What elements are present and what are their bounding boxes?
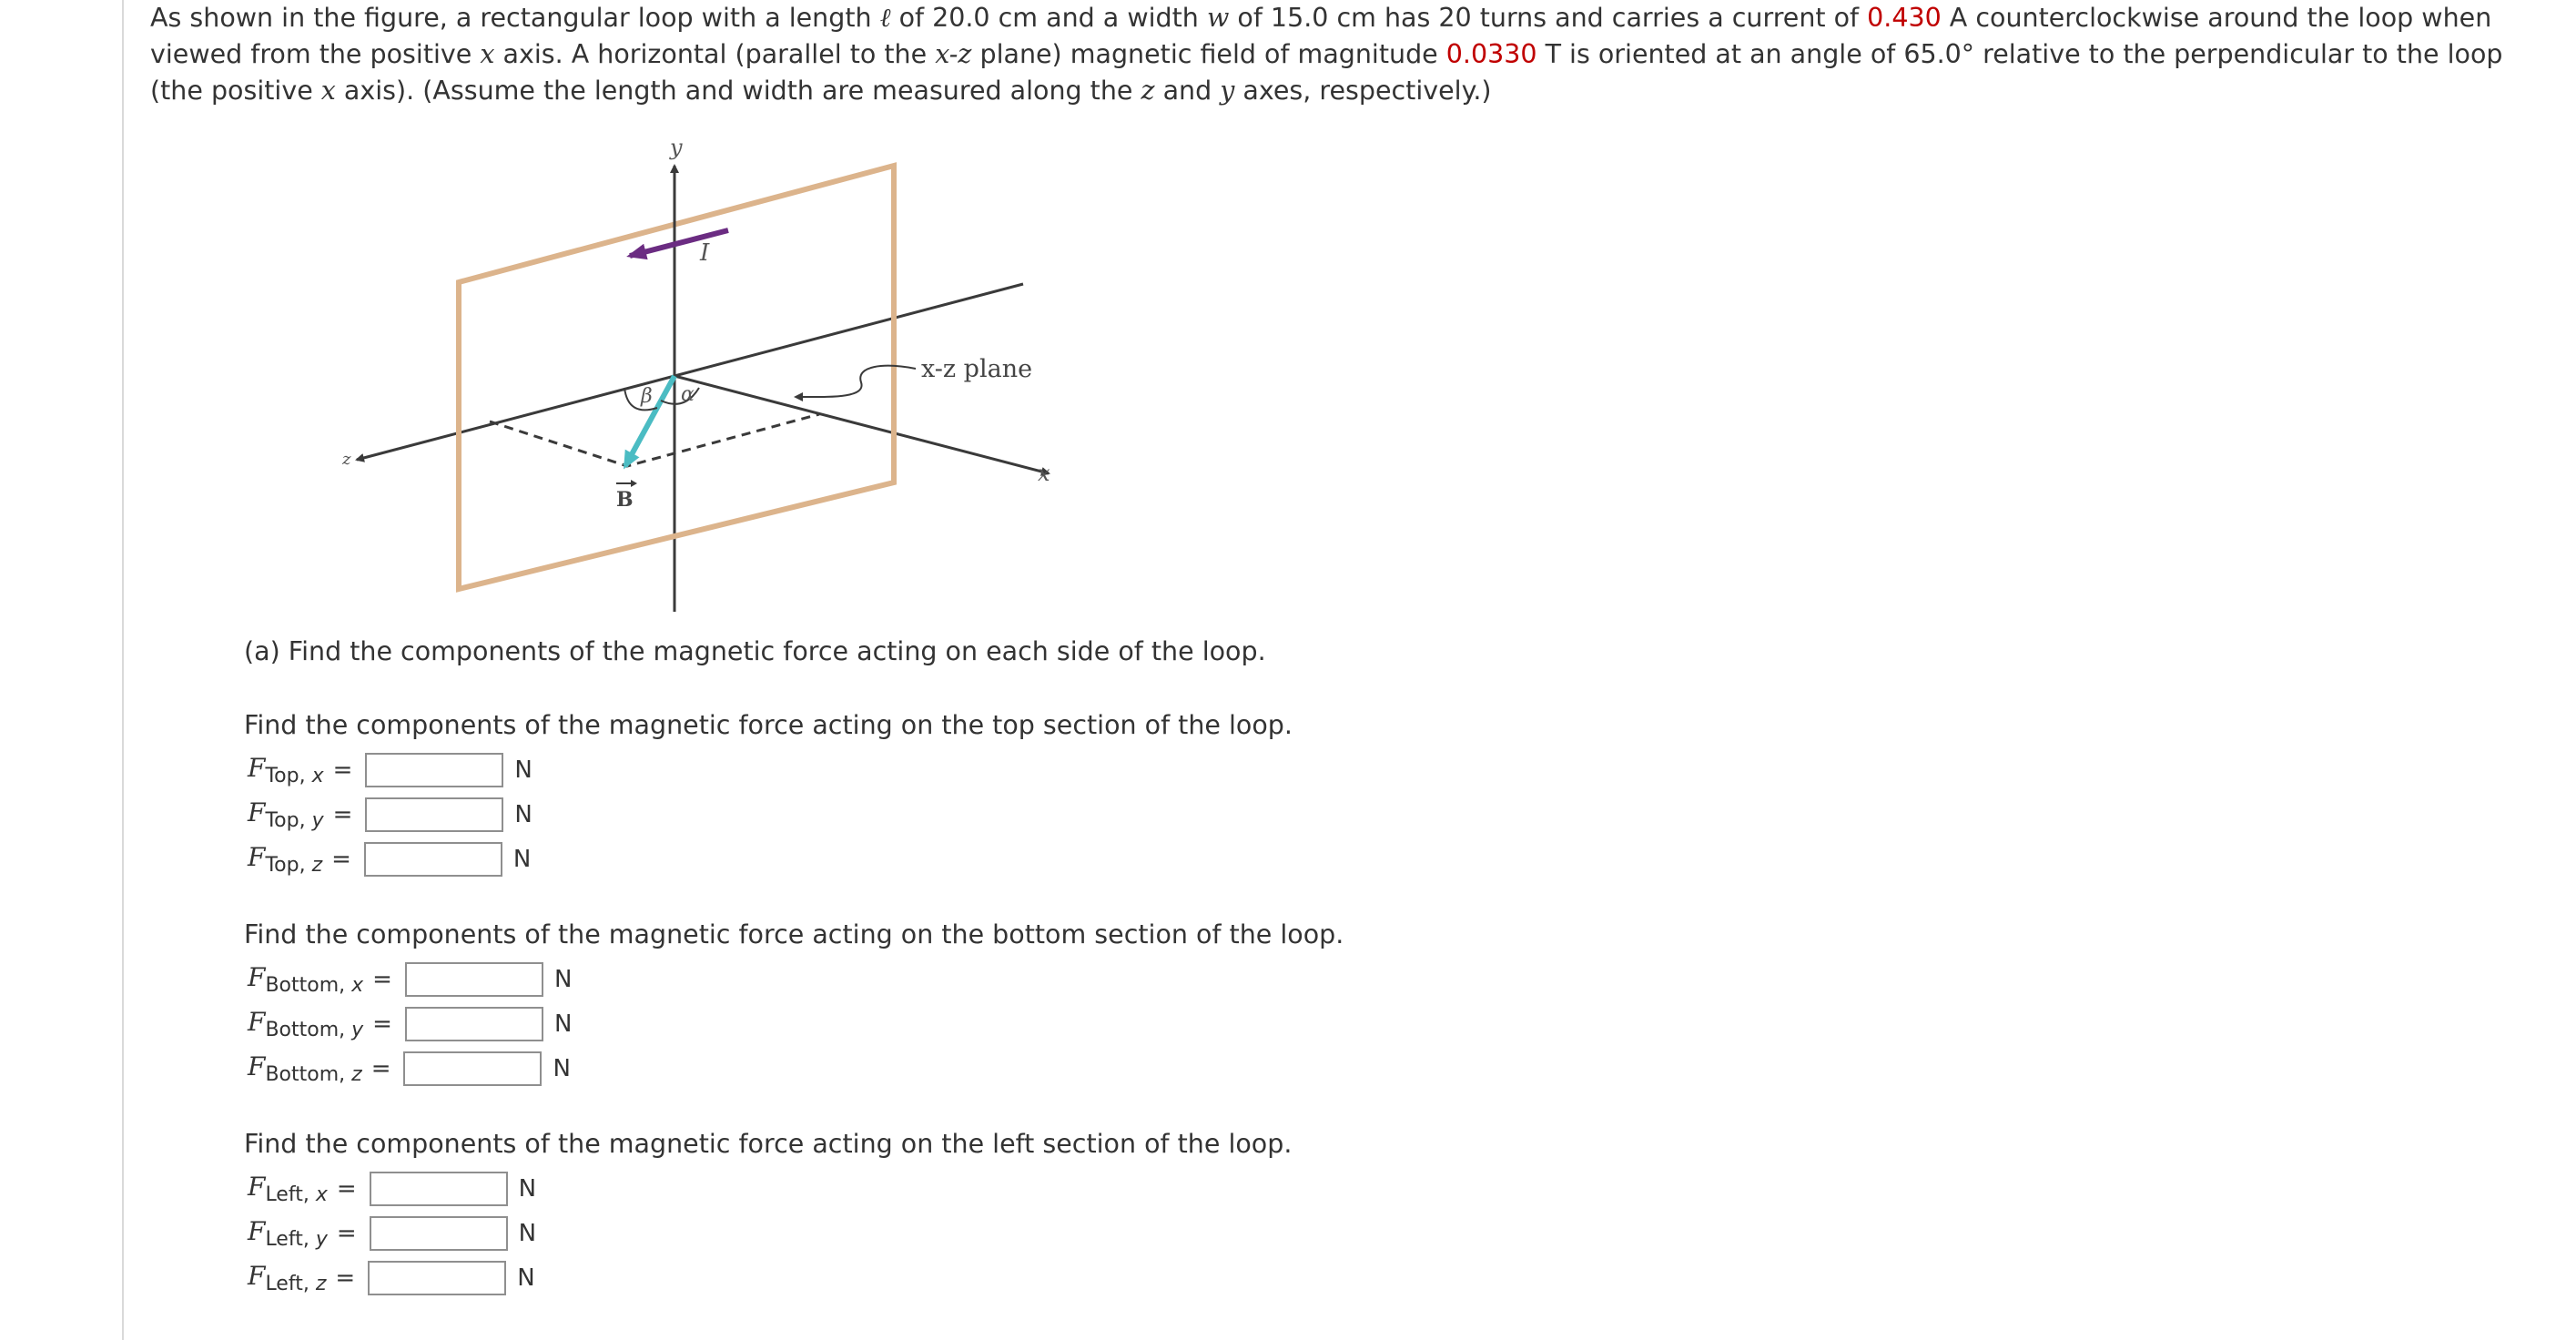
- unit-label: N: [517, 1264, 535, 1292]
- left-z-label: $F_{Left, z}$: [248, 1261, 327, 1295]
- left-section-prompt: Find the components of the magnetic force acting on the left section of the loop.: [244, 1129, 1293, 1159]
- beta-label: β: [641, 385, 653, 408]
- top-x-row: $F_{Top, x}$ = N: [248, 753, 532, 787]
- current-label: I: [700, 239, 710, 267]
- bottom-y-label: $F_{Bottom, y}$: [248, 1007, 364, 1041]
- f-top-x-input[interactable]: [365, 753, 503, 787]
- field-value: 0.0330: [1445, 39, 1537, 69]
- bottom-x-row: $F_{Bottom, x}$ = N: [248, 962, 573, 997]
- left-y-label: $F_{Left, y}$: [248, 1216, 328, 1251]
- left-x-row: $F_{Left, x}$ = N: [248, 1172, 537, 1206]
- z-axis-line: [357, 376, 674, 460]
- current-value: 0.430: [1867, 3, 1942, 33]
- top-z-row: $F_{Top, z}$ = N: [248, 842, 532, 877]
- f-bottom-z-input[interactable]: [403, 1051, 542, 1086]
- f-bottom-y-input[interactable]: [405, 1007, 543, 1041]
- left-border-rule: [122, 0, 124, 1340]
- f-left-x-input[interactable]: [370, 1172, 508, 1206]
- loop-figure: [319, 127, 1074, 619]
- bottom-y-row: $F_{Bottom, y}$ = N: [248, 1007, 573, 1041]
- unit-label: N: [553, 966, 573, 993]
- top-z-label: $F_{Top, z}$: [248, 842, 323, 877]
- f-bottom-x-input[interactable]: [405, 962, 543, 997]
- plane-label: x-z plane: [921, 355, 1033, 383]
- unit-label: N: [512, 846, 532, 873]
- b-overarrow-head: [631, 480, 637, 487]
- top-y-label: $F_{Top, y}$: [248, 797, 324, 832]
- f-top-y-input[interactable]: [365, 797, 503, 832]
- x-axis-label: x: [1038, 461, 1050, 486]
- b-field-label: B: [616, 488, 634, 512]
- y-axis-label: y: [670, 135, 683, 160]
- x-axis-line: [674, 376, 1049, 473]
- unit-label: N: [518, 1220, 537, 1247]
- left-y-row: $F_{Left, y}$ = N: [248, 1216, 537, 1251]
- unit-label: N: [553, 1010, 573, 1038]
- f-left-z-input[interactable]: [368, 1261, 506, 1295]
- z-axis-label: z: [342, 450, 351, 469]
- top-x-label: $F_{Top, x}$: [248, 753, 324, 787]
- unit-label: N: [518, 1175, 537, 1203]
- bottom-x-label: $F_{Bottom, x}$: [248, 962, 364, 997]
- bottom-section-prompt: Find the components of the magnetic force acting on the bottom section of the loop.: [244, 919, 1344, 949]
- bottom-z-label: $F_{Bottom, z}$: [248, 1051, 362, 1086]
- part-a-title: (a) Find the components of the magnetic force acting on each side of the loop.: [244, 636, 1266, 666]
- top-y-row: $F_{Top, y}$ = N: [248, 797, 532, 832]
- left-x-label: $F_{Left, x}$: [248, 1172, 328, 1206]
- unit-label: N: [514, 756, 532, 784]
- left-z-row: $F_{Left, z}$ = N: [248, 1261, 535, 1295]
- alpha-label: α: [681, 383, 695, 406]
- unit-label: N: [514, 801, 532, 828]
- f-top-z-input[interactable]: [364, 842, 502, 877]
- bottom-z-row: $F_{Bottom, z}$ = N: [248, 1051, 571, 1086]
- dashed-plane-line: [490, 414, 819, 466]
- problem-statement: As shown in the figure, a rectangular loop with a length ℓ of 20.0 cm and a width w of 15.0 cm has 20 turns and carries a current of 0.430 A counterclockwise around the loop when viewed from the positive x axis. A horizontal (parallel to the x-z plane) magnetic field of magnitude 0.0330 T is oriented at an angle of 65.0° relative to the perpendicular to the loop (the positive x axis). (Assume the length and width are measured along the z and y axes, respectively.): [150, 3, 2503, 106]
- top-section-prompt: Find the components of the magnetic force acting on the top section of the loop.: [244, 710, 1293, 740]
- plane-leader: [796, 366, 916, 397]
- f-left-y-input[interactable]: [370, 1216, 508, 1251]
- unit-label: N: [553, 1055, 571, 1082]
